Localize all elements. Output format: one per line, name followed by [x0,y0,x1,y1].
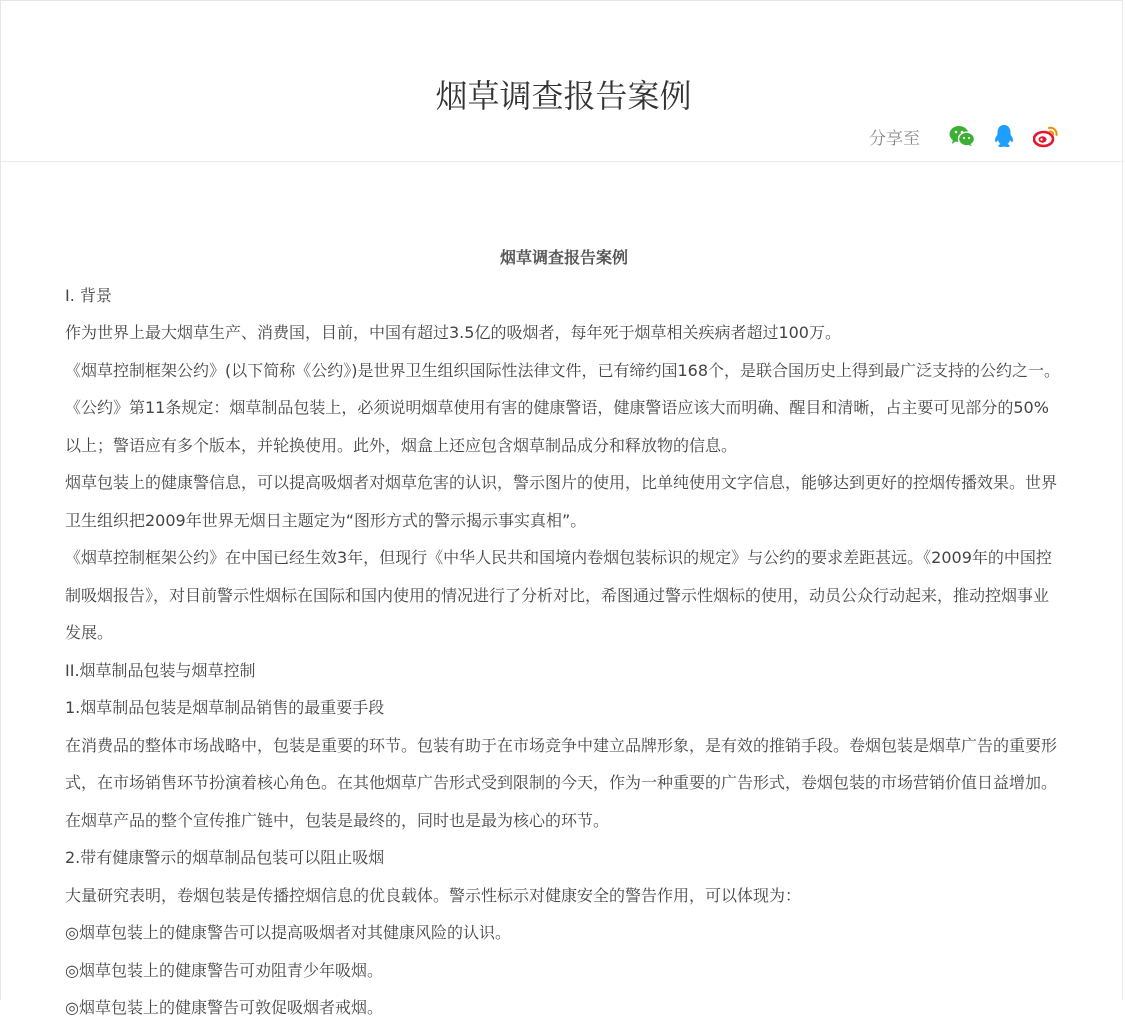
paragraph: 在消费品的整体市场战略中，包装是重要的环节。包装有助于在市场竞争中建立品牌形象，是有效的推销手段。卷烟包装是烟草广告的重要形式，在市场销售环节扮演着核心角色。在其他烟草广告形式受到限制的今天，作为一种重要的广告形式，卷烟包装的市场营销价值日益增加。在烟草产品的整个宣传推广链中，包装是最终的，同时也是最为核心的环节。 [65,735,1058,830]
section-heading-packaging: II.烟草制品包装与烟草控制 [65,660,256,680]
bullet-item: ◎烟草包装上的健康警告可以提高吸烟者对其健康风险的认识。 [65,923,511,942]
section-heading-background: I. 背景 [65,285,112,305]
bullet-item: ◎烟草包装上的健康警告可劝阻青少年吸烟。 [65,960,383,980]
qq-icon[interactable] [990,122,1018,150]
weibo-icon[interactable] [1032,122,1060,150]
paragraph: 《烟草控制框架公约》(以下简称《公约》)是世界卫生组织国际性法律文件，已有缔约国168个，是联合国历史上得到最广泛支持的公约之一。《公约》第11条规定：烟草制品包装上，必须说明烟草使用有害的健康警语，健康警语应该大而明确、醒目和清晰，占主要可见部分的50%以上；警语应有多个版本，并轮换使用。此外，烟盒上还应包含烟草制品成分和释放物的信息。 [65,360,1061,455]
share-label: 分享至 [869,128,920,149]
page-header [1,1,1124,162]
wechat-icon[interactable] [948,122,976,150]
paragraph: 作为世界上最大烟草生产、消费国，目前，中国有超过3.5亿的吸烟者，每年死于烟草相关疾病者超过100万。 [65,323,841,342]
article-body [65,239,1063,1027]
bullet-item: ◎烟草包装上的健康警告可敦促吸烟者戒烟。 [65,998,383,1017]
article-title: 烟草调查报告案例 [499,248,628,267]
subheading: 2.带有健康警示的烟草制品包装可以阻止吸烟 [65,848,385,867]
paragraph: 《烟草控制框架公约》在中国已经生效3年，但现行《中华人民共和国境内卷烟包装标识的规定》与公约的要求差距甚远。《2009年的中国控制吸烟报告》，对目前警示性烟标在国际和国内使用的情况进行了分析对比，希图通过警示性烟标的使用，动员公众行动起来，推动控烟事业发展。 [65,548,1052,642]
paragraph: 烟草包装上的健康警信息，可以提高吸烟者对烟草危害的认识，警示图片的使用，比单纯使用文字信息，能够达到更好的控烟传播效果。世界卫生组织把2009年世界无烟日主题定为“图形方式的警示揭示事实真相”。 [65,473,1058,530]
paragraph: 大量研究表明，卷烟包装是传播控烟信息的优良载体。警示性标示对健康安全的警告作用，可以体现为： [65,885,802,905]
share-bar [869,121,1060,151]
subheading: 1.烟草制品包装是烟草制品销售的最重要手段 [65,698,385,717]
page-title: 烟草调查报告案例 [435,77,692,116]
